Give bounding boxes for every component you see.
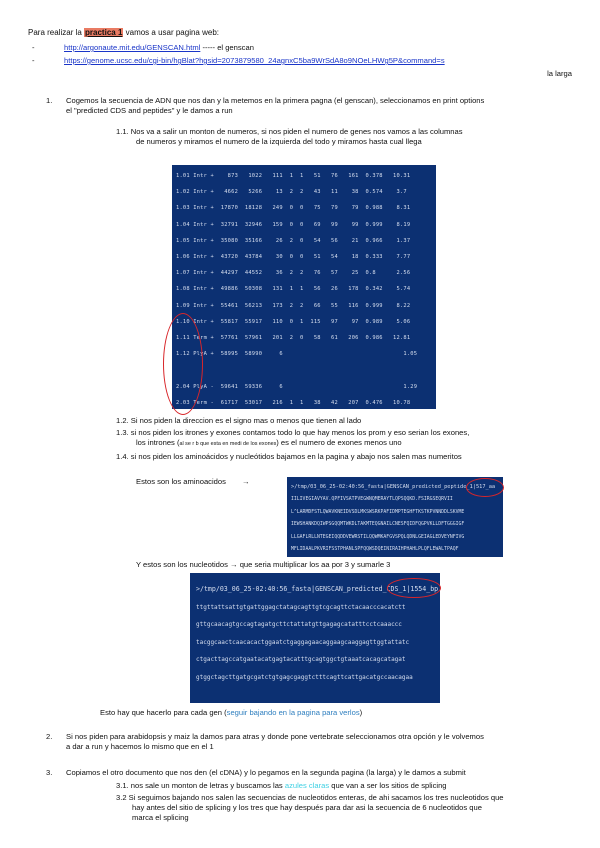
genscan-link-note: ----- el genscan: [200, 43, 254, 52]
subitem-1-3: [116, 428, 586, 448]
table-row: 2.04 PlyA - 59641 59336 6 1.29: [176, 383, 418, 390]
aa-count-circle: [466, 478, 504, 497]
nucleotide-line: gtggctagcttgatgcgatctgtgagcgaggtctttcagttcattgacatgccaacagaa: [196, 673, 413, 681]
table-row: 1.03 Intr + 17870 18128 249 0 0 75 79 79 0.988 8.31: [176, 205, 411, 212]
subitem-3-1-post: que van a ser los sitios de splicing: [329, 781, 447, 790]
table-row: 1.07 Intr + 44297 44552 36 2 2 76 57 25 0.8 2.56: [176, 270, 411, 277]
subitem-1-1-line2: de numeros y miramos el numero de la izquierda del todo y miramos hasta cual llega: [136, 137, 422, 147]
aminoacid-label-text: Estos son los aminoacidos: [136, 477, 226, 486]
nucleotide-line: ttgttattsattgtgattggagctatagcagttgtcgcagttctacaacccacatctt: [196, 603, 406, 611]
table-row: 1.05 Intr + 35080 35166 26 2 0 54 56 21 0.966 1.37: [176, 237, 411, 244]
each-gene-text: Esto hay que hacerlo para cada gen (: [100, 708, 227, 717]
table-row: 1.01 Intr + 873 1022 111 1 1 51 76 161 0.378 10.31: [176, 173, 411, 179]
ucsc-blat-link[interactable]: https://genome.ucsc.edu/cgi-bin/hgBlat?hgsid=2073879580_24agnxC5ba9WrSdA8o9NOeLHWg5P&command=s: [64, 56, 445, 65]
table-row: 1.09 Intr + 55461 56213 173 2 2 66 55 116 0.999 8.22: [176, 302, 411, 309]
subitem-3-1-pre: 3.1. nos sale un monton de letras y buscamos las: [116, 781, 285, 790]
link-item-2: [32, 56, 445, 66]
nucleotide-line: gttgcaacagtgccagtagatgcttctattatgttgagagcatatttcctcaaaccc: [196, 621, 402, 628]
bullet: -: [32, 43, 35, 52]
subitem-1-1: [116, 127, 586, 147]
intro-line: [28, 28, 219, 39]
arrow-right-icon: →: [242, 477, 250, 486]
subitem-3-2-line3: marca el splicing: [132, 813, 189, 823]
item-2: [46, 732, 586, 752]
aminoacid-line: MFLIDAALPKVRIFSSTPHANLSPFQQWSDQEINIRAIHPHAHLPLQFLEWALTPAQF: [291, 547, 459, 552]
nucleotide-line: ctgacttagccatgaatacatgagtacatttgcagtggctgtaaatcacagcatagat: [196, 656, 406, 663]
table-row: 1.04 Intr + 32791 32946 159 0 0 69 99 99 0.999 8.19: [176, 221, 411, 228]
item-number: 2.: [46, 732, 53, 741]
practica-highlight: practica 1: [85, 28, 123, 37]
intro-prefix: Para realizar la: [28, 28, 85, 37]
table-row: 1.12 PlyA + 58995 58990 6 1.05: [176, 351, 418, 358]
gene-number-circle: [163, 313, 203, 415]
table-row: 1.06 Intr + 43720 43784 30 0 0 51 54 18 0.333 7.77: [176, 254, 411, 261]
subitem-1-3-line2a: los intrones (: [136, 438, 180, 448]
genscan-link[interactable]: http://argonaute.mit.edu/GENSCAN.html: [64, 43, 201, 52]
aminoacid-line: IILIVEGIAVYAV.QPFIVSATPVEGWNQMERAYTLQPSQQKD.FSIRGSEQRVII: [291, 497, 453, 502]
item-1-text: Cogemos la secuencia de ADN que nos dan y la metemos en la primera pagna (el genscan), seleccionamos en print options: [66, 96, 485, 105]
table-rows: [172, 165, 436, 409]
link-item-1: [32, 43, 254, 53]
item-3: [46, 768, 586, 778]
table-row: 1.10 Intr + 55817 55917 110 0 1 115 97 97 0.989 5.06: [176, 318, 411, 325]
subitem-3-1-cyan: azules claras: [284, 781, 330, 790]
subitem-3-2: [116, 793, 592, 823]
nucleotide-header: >/tmp/03_06_25-02:40:56_fasta|GENSCAN_predicted_CDS_1|1554_bp: [196, 585, 439, 593]
item-3-text: Copiamos el otro documento que nos den (el cDNA) y lo pegamos en la segunda pagina (la larga) y le damos a submit: [66, 768, 466, 777]
nucleotide-label: Y estos son los nucleotidos → que seria multiplicar los aa por 3 y sumarle 3: [136, 560, 391, 569]
subitem-1-2: 1.2. Si nos piden la direccion es el signo mas o menos que tienen al lado: [116, 416, 362, 425]
subitem-1-3-line2b: ) es el numero de exones menos uno: [276, 438, 402, 448]
aminoacid-header: >/tmp/03_06_25-02:40:56_fasta|GENSCAN_predicted_peptide_1|517_aa: [291, 484, 496, 490]
table-row: 1.11 Term + 57761 57961 201 2 0 58 61 206 0.986 12.81: [176, 335, 411, 342]
aminoacid-line: IEWSHANKDQIWPSGQQMTWKDLTAKMTEQGNAILCNESFQIDFQGPVKLLDFTGGGIGF: [291, 522, 465, 527]
bp-count-circle: [387, 578, 441, 598]
item-number: 1.: [46, 96, 53, 105]
table-row: 1.02 Intr + 4662 5266 13 2 2 43 11 38 0.574 3.7: [176, 189, 407, 196]
subitem-1-4: 1.4. si nos piden los aminoácidos y nucleótidos bajamos en la pagina y abajo nos salen mas numeritos: [116, 452, 462, 461]
subitem-3-1: [116, 781, 447, 791]
each-gene-green: seguir bajando en la pagina para verlos: [226, 708, 360, 717]
subitem-3-2-line2: hay antes del sitio de splicing y los tres que hay después para dar asi la secuencia de 6 nucleotidos que: [132, 803, 482, 813]
bullet: -: [32, 56, 35, 65]
item-2-cont: a dar a run y hacemos lo mismo que en el 1: [66, 742, 214, 752]
aminoacid-label: [136, 477, 250, 487]
intro-suffix: vamos a usar pagina web:: [123, 28, 219, 37]
each-gene-note: [100, 708, 362, 718]
nucleotide-line: tacggcaactcaacacactggaatctgaggagaacaggaagcaaggagttggtattatc: [196, 638, 410, 646]
table-row: 1.08 Intr + 49886 50308 131 1 1 56 26 178 0.342 5.74: [176, 286, 411, 293]
item-1-cont: el "predicted CDS and peptides" y le damos a run: [66, 106, 233, 116]
item-1: [46, 96, 586, 116]
subitem-1-1-line1: 1.1. Nos va a salir un monton de numeros, si nos piden el numero de genes nos vamos a las columnas: [116, 127, 463, 136]
item-number: 3.: [46, 768, 53, 777]
table-row: [176, 362, 432, 378]
subitem-3-2-line1: 3.2 Si seguimos bajando nos salen las secuencias de nucleotidos enteras, de ahi sacamos los tres nucleotidos que: [116, 793, 504, 802]
subitem-1-3-line1: 1.3. si nos piden los itrones y exones contamos todo lo que hay menos los prom y eso serian los exones,: [116, 428, 470, 437]
la-larga-label: la larga: [547, 69, 572, 78]
aminoacid-line: LLGAFLRLLNTEGEIQQDDVEWRSTILQQWMKAFGVSPQLQDNLGEIAGLEDVEYNFIVG: [291, 534, 465, 540]
aminoacid-line: L^LARMDFSTLQWAVKNEIDVSDLMKSWSRKPAFIDMPTEGHFTKSTKPVNNDDLSKVME: [291, 509, 465, 515]
table-row: 2.03 Term - 61717 53017 216 1 1 38 42 207 0.476 10.78: [176, 399, 411, 406]
item-2-text: Si nos piden para arabidopsis y maiz la damos para atras y donde pone vertebrate seleccionamos otra opción y le volvemos: [66, 732, 484, 741]
subitem-1-3-small: al se r b que esta en medi de los exones: [179, 441, 277, 448]
genscan-results-table: [172, 165, 436, 409]
each-gene-end: ): [359, 708, 363, 717]
